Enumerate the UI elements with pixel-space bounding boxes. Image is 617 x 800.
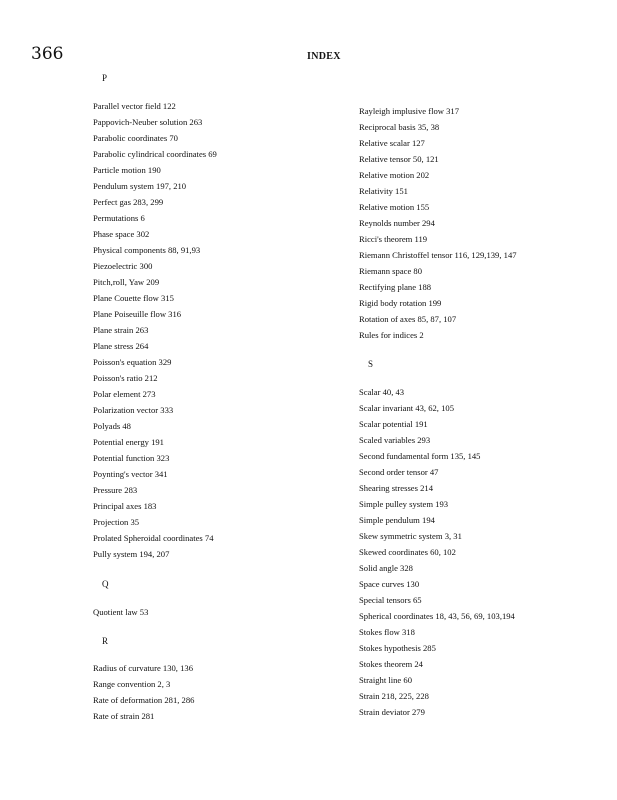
index-entry: Potential function 323	[93, 453, 170, 463]
index-entry: Particle motion 190	[93, 165, 161, 175]
index-entry: Projection 35	[93, 517, 140, 527]
index-entry: Spherical coordinates 18, 43, 56, 69, 103,194	[359, 611, 515, 621]
index-entry: Rate of strain 281	[93, 711, 155, 721]
index-entry: Reynolds number 294	[359, 218, 435, 228]
index-entry: Pendulum system 197, 210	[93, 181, 187, 191]
index-entry: Scalar invariant 43, 62, 105	[359, 403, 454, 413]
index-entry: Solid angle 328	[359, 563, 413, 573]
section-letter-r: R	[102, 636, 109, 646]
index-entry: Relativity 151	[359, 186, 408, 196]
index-entry: Relative motion 202	[359, 170, 430, 180]
index-entry: Rigid body rotation 199	[359, 298, 442, 308]
index-entry: Physical components 88, 91,93	[93, 245, 201, 255]
index-entry: Potential energy 191	[93, 437, 164, 447]
index-entry: Riemann space 80	[359, 266, 423, 276]
page-number: 366	[31, 44, 64, 64]
index-entry: Poynting's vector 341	[93, 469, 168, 479]
index-entry: Strain deviator 279	[359, 707, 425, 717]
index-entry: Relative tensor 50, 121	[359, 154, 439, 164]
section-letter-s: S	[368, 359, 374, 369]
index-entry: Radius of curvature 130, 136	[93, 663, 193, 673]
index-entry: Relative motion 155	[359, 202, 430, 212]
index-entry: Parabolic coordinates 70	[93, 133, 178, 143]
index-entry: Stokes flow 318	[359, 627, 415, 637]
index-entry: Range convention 2, 3	[93, 679, 171, 689]
index-entry: Polyads 48	[93, 421, 131, 431]
index-entry: Plane strain 263	[93, 325, 149, 335]
index-entry: Poisson's equation 329	[93, 357, 172, 367]
index-entry: Scalar 40, 43	[359, 387, 405, 397]
section-letter-q: Q	[102, 579, 109, 589]
index-entry: Rotation of axes 85, 87, 107	[359, 314, 457, 324]
index-entry: Space curves 130	[359, 579, 420, 589]
index-entry: Rectifying plane 188	[359, 282, 432, 292]
index-entry: Special tensors 65	[359, 595, 422, 605]
index-entry: Second order tensor 47	[359, 467, 439, 477]
index-entry: Pully system 194, 207	[93, 549, 170, 559]
index-entry: Strain 218, 225, 228	[359, 691, 429, 701]
index-entry: Rules for indices 2	[359, 330, 424, 340]
index-entry: Piezoelectric 300	[93, 261, 153, 271]
index-entry: Scalar potential 191	[359, 419, 428, 429]
index-entry: Rayleigh implusive flow 317	[359, 106, 460, 116]
index-entry: Rate of deformation 281, 286	[93, 695, 195, 705]
index-entry: Pitch,roll, Yaw 209	[93, 277, 160, 287]
index-entry: Stokes theorem 24	[359, 659, 423, 669]
index-entry: Permutations 6	[93, 213, 145, 223]
index-entry: Poisson's ratio 212	[93, 373, 158, 383]
index-entry: Simple pendulum 194	[359, 515, 435, 525]
index-entry: Parabolic cylindrical coordinates 69	[93, 149, 217, 159]
index-entry: Quotient law 53	[93, 607, 149, 617]
index-entry: Reciprocal basis 35, 38	[359, 122, 440, 132]
index-entry: Prolated Spheroidal coordinates 74	[93, 533, 214, 543]
index-entry: Ricci's theorem 119	[359, 234, 428, 244]
index-entry: Shearing stresses 214	[359, 483, 433, 493]
index-entry: Pressure 283	[93, 485, 138, 495]
index-entry: Plane stress 264	[93, 341, 149, 351]
index-entry: Principal axes 183	[93, 501, 157, 511]
index-entry: Scaled variables 293	[359, 435, 431, 445]
index-entry: Pappovich-Neuber solution 263	[93, 117, 203, 127]
index-entry: Second fundamental form 135, 145	[359, 451, 481, 461]
index-entry: Relative scalar 127	[359, 138, 425, 148]
index-entry: Stokes hypothesis 285	[359, 643, 436, 653]
index-entry: Phase space 302	[93, 229, 150, 239]
index-entry: Skew symmetric system 3, 31	[359, 531, 462, 541]
index-entry: Skewed coordinates 60, 102	[359, 547, 456, 557]
index-entry: Straight line 60	[359, 675, 412, 685]
section-letter-p: P	[102, 73, 108, 83]
index-entry: Riemann Christoffel tensor 116, 129,139, 147	[359, 250, 517, 260]
index-entry: Perfect gas 283, 299	[93, 197, 164, 207]
running-head-title: INDEX	[307, 51, 341, 62]
index-entry: Polarization vector 333	[93, 405, 174, 415]
index-entry: Plane Poiseuille flow 316	[93, 309, 182, 319]
index-entry: Plane Couette flow 315	[93, 293, 174, 303]
index-entry: Simple pulley system 193	[359, 499, 449, 509]
index-entry: Polar element 273	[93, 389, 156, 399]
index-entry: Parallel vector field 122	[93, 101, 176, 111]
